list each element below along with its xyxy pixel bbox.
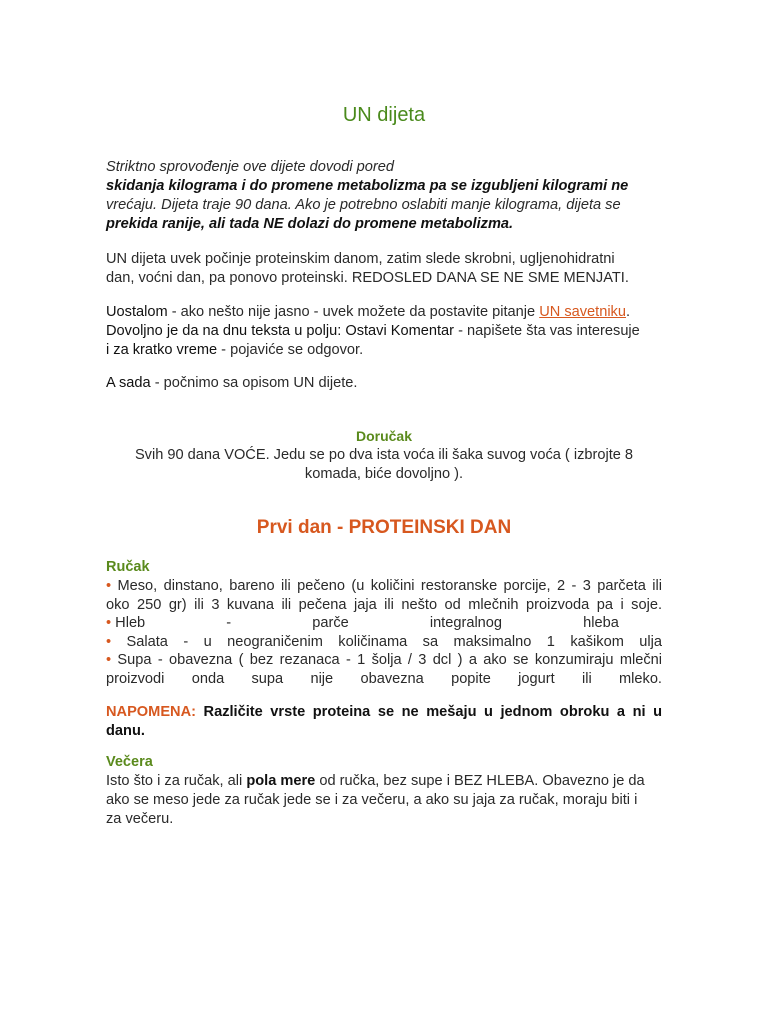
- intro-line-2: skidanja kilograma i do promene metabolizma pa se izgubljeni kilogrami ne: [106, 178, 629, 194]
- start-paragraph: [106, 374, 662, 393]
- bullet-icon: •: [106, 652, 112, 668]
- napomena-note: [106, 703, 662, 741]
- list-item-hleb: [106, 614, 662, 633]
- bullet-icon: •: [106, 633, 112, 650]
- advice-time-lead: i za kratko vreme: [106, 342, 218, 358]
- advice-line-2: [106, 322, 662, 341]
- dorucak-rest: a VOĆE. Jedu se po dva ista voća ili šaka suvog voća ( izbrojte 8: [212, 447, 634, 463]
- vecera-paragraph: [106, 772, 662, 829]
- advice-lead: Uostalom: [106, 304, 168, 320]
- intro-line-3: vrećaju. Dijeta traje 90 dana. Ako je potrebno oslabiti manje kilograma, dijeta se: [106, 197, 621, 213]
- napomena-text: Različite vrste proteina se ne mešaju u jednom obroku a ni u: [196, 704, 662, 720]
- advice-time-text: - pojaviće se odgovor.: [217, 342, 364, 358]
- dorucak-text: [110, 446, 658, 484]
- list-item-supa-line-1: [106, 651, 662, 670]
- bullet-icon: •: [106, 615, 112, 631]
- page-title: UN dijeta: [342, 104, 426, 126]
- start-lead: A sada: [106, 375, 151, 391]
- dorucak-line-2: komada, biće dovoljno ).: [304, 466, 464, 482]
- supa-text: Supa - obavezna ( bez rezanaca - 1 šolja / 3 dcl ) a ako se konzumiraju mlečni: [111, 652, 662, 668]
- list-item-meso-line-2: oko 250 gr) ili 3 kuvana ili pečena jaja ili nešto od mlečnih proizvoda pa i soje.: [106, 596, 662, 613]
- vecera-line-1: [106, 772, 662, 791]
- vecera-bold: pola mere: [246, 773, 316, 789]
- advice-comment-text: - napišete šta vas interesuje: [454, 323, 640, 339]
- order-paragraph: [106, 250, 662, 288]
- list-item-supa-line-2: proizvodi onda supa nije obavezna popite jogurt ili mleko.: [106, 670, 662, 687]
- salata-text: Salata - u neograničenim količinama sa maksimalno 1 kašikom ulja: [111, 633, 662, 650]
- meso-text: Meso, dinstano, bareno ili pečeno (u količini restoranske porcije, 2 - 3 parčeta ili: [111, 578, 662, 594]
- order-line-2: dan, voćni dan, pa ponovo proteinski. REDOSLED DANA SE NE SME MENJATI.: [106, 270, 629, 286]
- advice-line-3: [106, 341, 662, 360]
- advice-period: .: [625, 304, 631, 320]
- list-item-salata: [106, 633, 662, 652]
- dorucak-heading: Doručak: [355, 428, 413, 444]
- day-title: Prvi dan - PROTEINSKI DAN: [256, 517, 512, 538]
- napomena-line-1: [106, 703, 662, 722]
- intro-line-1: Striktno sprovođenje ove dijete dovodi pored: [106, 159, 395, 175]
- hleb-text: Hleb - parče integralnog hleba: [111, 615, 619, 631]
- list-item-meso-line-1: [106, 577, 662, 596]
- napomena-label: NAPOMENA:: [106, 704, 196, 720]
- dorucak-lead: Svih 90 dan: [134, 447, 213, 463]
- advice-paragraph: [106, 303, 662, 360]
- napomena-line-2: danu.: [106, 723, 145, 739]
- vecera-line-3: za večeru.: [106, 811, 174, 827]
- order-line-1: UN dijeta uvek počinje proteinskim danom, zatim slede skrobni, ugljenohidratni: [106, 251, 615, 267]
- dorucak-line-1: [110, 446, 658, 465]
- vecera-line-2: ako se meso jede za ručak jede se i za večeru, a ako su jaja za ručak, moraju biti i: [106, 792, 638, 808]
- rucak-list: [106, 577, 662, 688]
- bullet-icon: •: [106, 578, 112, 594]
- start-text: - počnimo sa opisom UN dijete.: [150, 375, 358, 391]
- rucak-heading: Ručak: [106, 559, 150, 575]
- vecera-heading: Večera: [106, 754, 153, 770]
- intro-line-4: prekida ranije, ali tada NE dolazi do promene metabolizma.: [106, 216, 514, 232]
- vecera-text-a: Isto što i za ručak, ali: [106, 773, 247, 789]
- advice-line-1: [106, 303, 662, 322]
- advice-text: - ako nešto nije jasno - uvek možete da postavite pitanje: [167, 304, 540, 320]
- intro-paragraph: [106, 158, 662, 234]
- vecera-text-c: od ručka, bez supe i BEZ HLEBA. Obavezno je da: [315, 773, 645, 789]
- advice-comment-lead: Dovoljno je da na dnu teksta u polju: Ostavi Komentar: [106, 323, 455, 339]
- un-savetnik-link[interactable]: UN savetniku: [539, 304, 626, 320]
